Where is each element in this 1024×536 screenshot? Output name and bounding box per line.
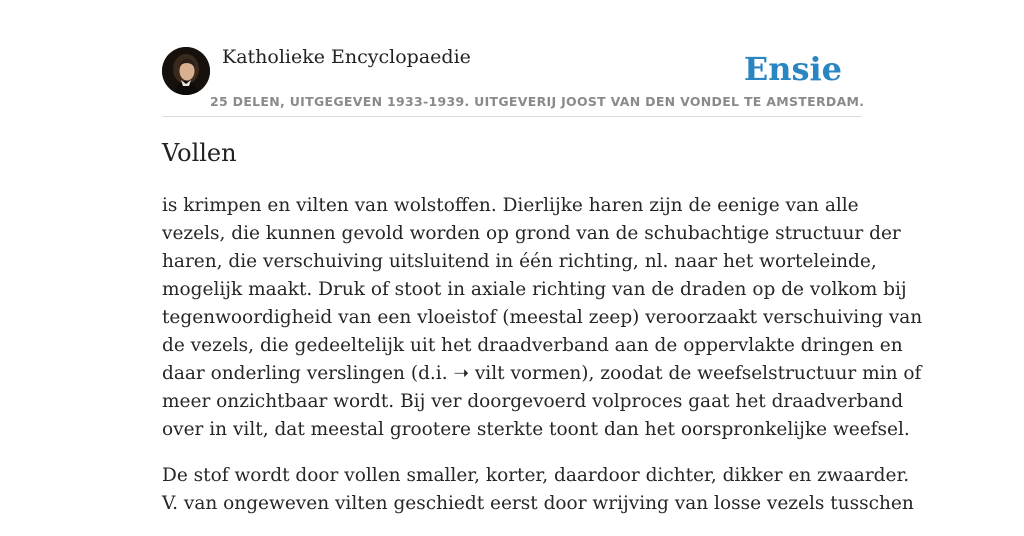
article-paragraph [162,192,923,444]
text-line: tegenwoordigheid van een vloeistof (meestal zeep) veroorzaakt verschuiving van [162,307,923,328]
source-header [162,40,865,117]
text-line: over in vilt, dat meestal grootere sterkte toont dan het oorspronkelijke weefsel. [162,419,910,440]
text-line: V. van ongeweven vilten geschiedt eerst door wrijving van losse vezels tusschen [162,493,914,514]
portrait-icon [162,47,210,95]
source-subtitle: 25 DELEN, UITGEGEVEN 1933-1939. UITGEVERIJ JOOST VAN DEN VONDEL TE AMSTERDAM. [210,94,865,109]
source-title[interactable]: Katholieke Encyclopaedie [222,46,471,68]
portrait-avatar[interactable] [162,47,210,95]
text-line: is krimpen en vilten van wolstoffen. Dierlijke haren zijn de eenige van alle [162,195,859,216]
text-line: De stof wordt door vollen smaller, korter, daardoor dichter, dikker en zwaarder. [162,465,910,486]
ensie-logo-link[interactable]: Ensie [743,50,842,88]
article-paragraph [162,462,914,518]
text-line: meer onzichtbaar wordt. Bij ver doorgevoerd volproces gaat het draadverband [162,391,904,412]
text-line: de vezels, die gedeeltelijk uit het draadverband aan de oppervlakte dringen en [162,335,903,356]
article-body [162,192,923,536]
text-line: daar onderling verslingen (d.i. ➝ vilt vormen), zoodat de weefselstructuur min of [162,363,922,384]
article-title: Vollen [162,139,237,167]
text-line: haren, die verschuiving uitsluitend in één richting, nl. naar het worteleinde, [162,251,877,272]
text-line: vezels, die kunnen gevold worden op grond van de schubachtige structuur der [162,223,901,244]
text-line: mogelijk maakt. Druk of stoot in axiale richting van de draden op de volkom bij [162,279,907,300]
